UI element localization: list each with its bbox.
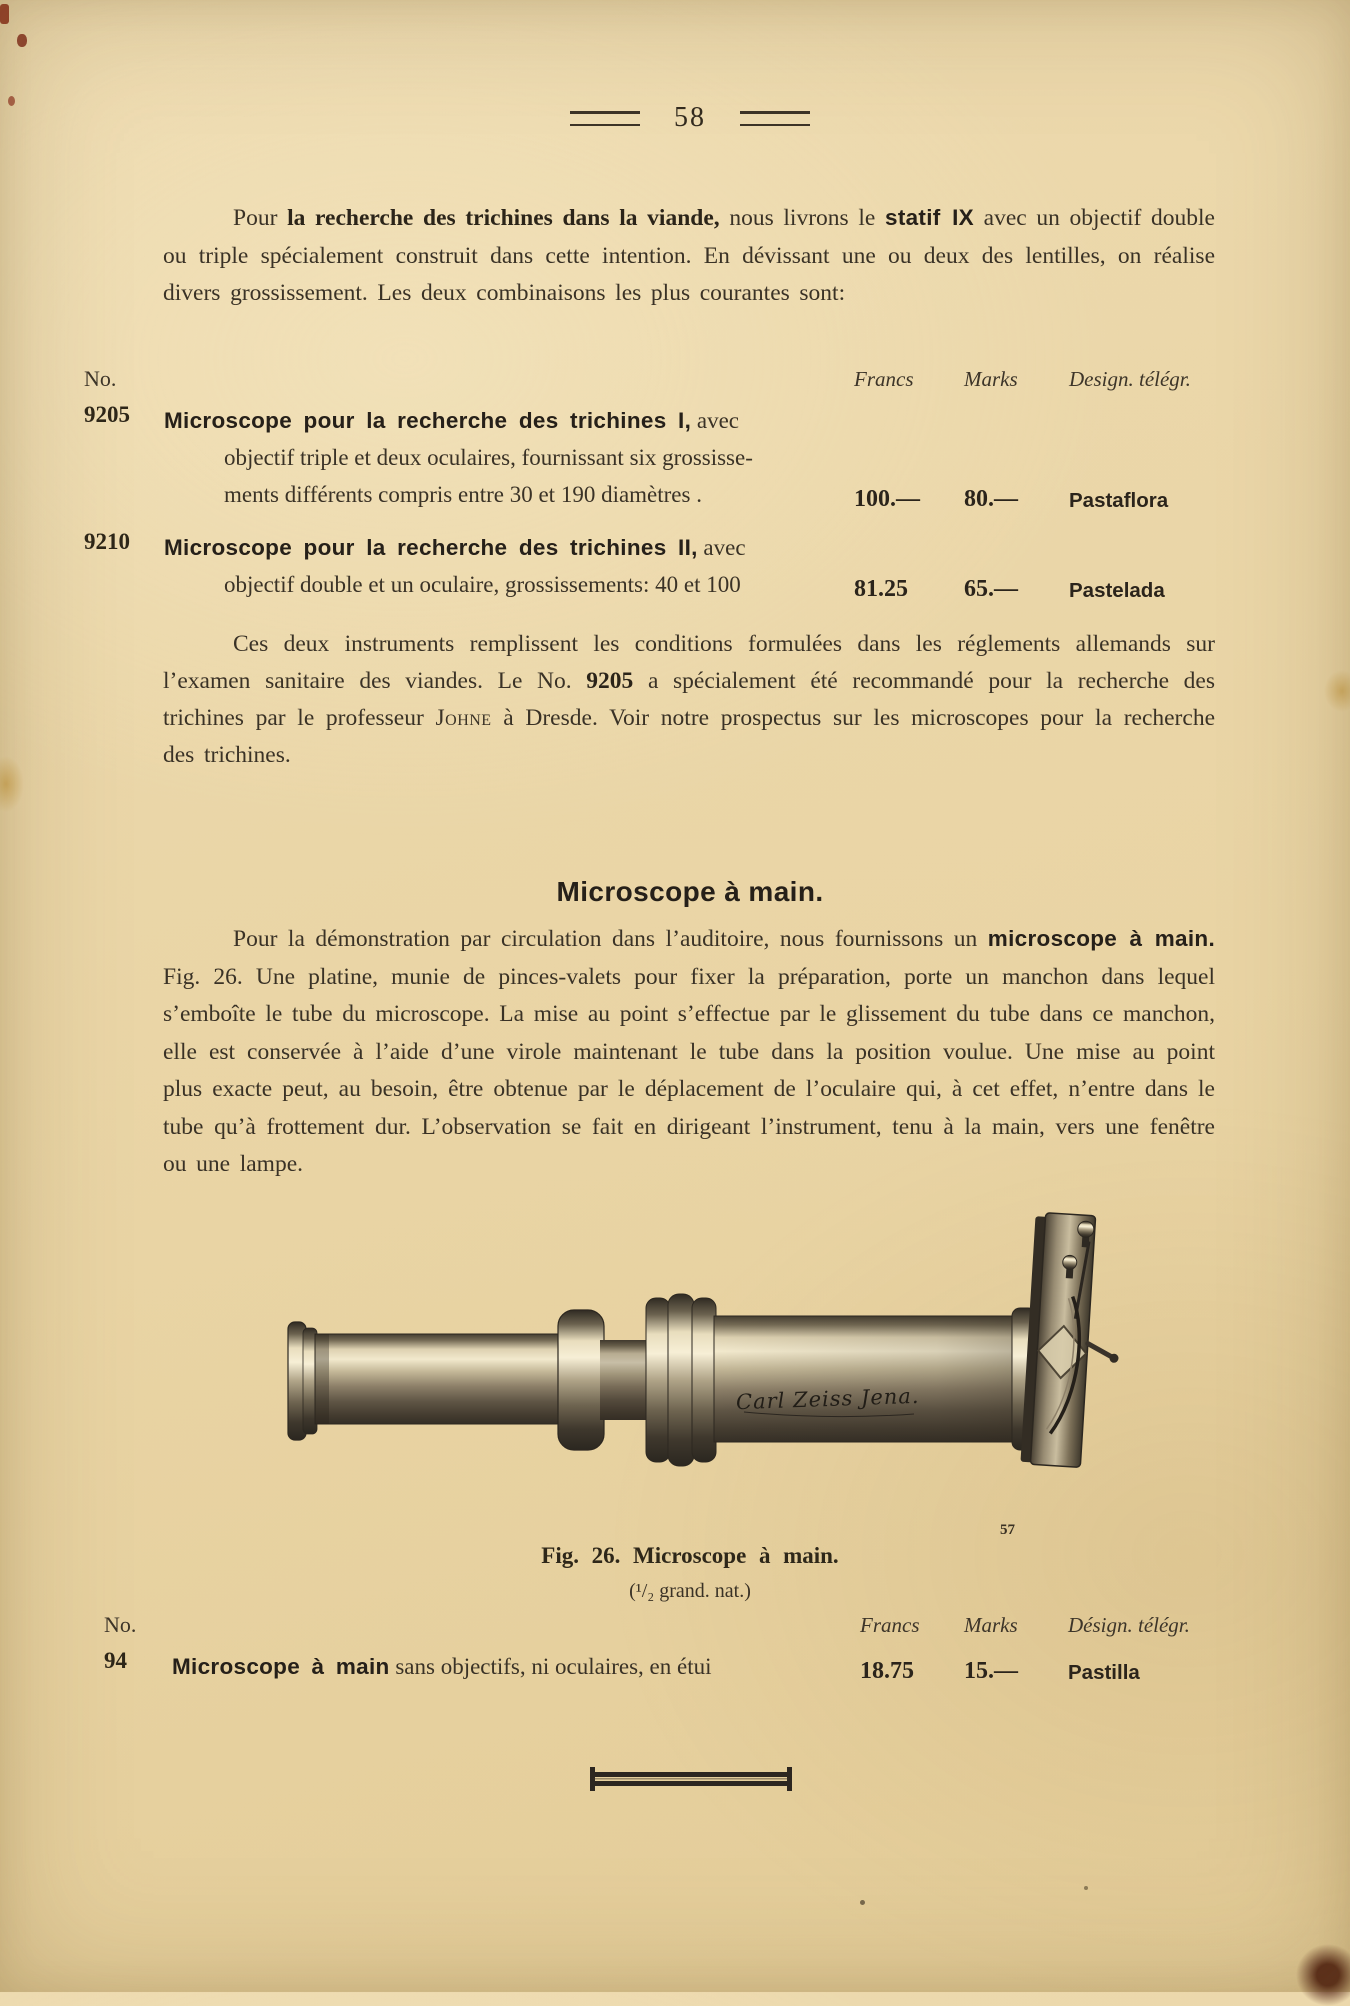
bold-phrase-trichines: la recherche des trichines dans la viande, [287,205,720,231]
stage-lever [1087,1344,1113,1358]
table-row [84,402,1230,513]
telegraph-code: Pastaflora [1069,489,1169,512]
price-table-header [104,1612,1250,1638]
figure-plate-number: 57 [1000,1522,1015,1538]
eyepiece-assembly [288,1322,565,1440]
page-header [30,102,1350,134]
telegraph-code: Pastelada [1069,579,1165,602]
engraving-text: Carl Zeiss Jena. [735,1383,920,1415]
column-header-design: Design. télégr. [1069,367,1191,391]
column-header-francs: Francs [860,1613,920,1637]
text-run: objectif double et un oculaire, grossissements: 40 et 100 [224,572,741,597]
text-run: avec un objectif double ou triple spécialement construit dans cette intention. En dévissant une ou deux des lentilles, on réalise divers grossissement. Les deux combinaisons les plus courantes sont: [163,205,1215,306]
collar-rings [646,1294,716,1466]
page-number-rule-left [570,111,640,126]
text-run: sans objectifs, ni oculaires, en étui [389,1654,712,1679]
intro-paragraph [163,199,1215,313]
bold-phrase-microscope-a-main: microscope à main. [987,926,1215,951]
text-run: objectif triple et deux oculaires, fournissant six grossisse- [224,445,753,470]
text-run: Pour la démonstration par circulation dans l’auditoire, nous fournissons un [233,926,988,952]
page-number-rule-right [740,111,810,126]
bold-item-ref: 9205 [586,668,634,694]
price-marks: 65.— [964,576,1018,602]
stage-clip-knob [1062,1255,1077,1270]
ink-mark [0,4,9,24]
item-number: 94 [104,1648,127,1673]
price-table-header [84,366,1230,392]
section-heading: Microscope à main. [556,876,824,907]
column-header-no: No. [84,366,117,391]
microscope-engraving [270,1200,1120,1510]
text-run: a spécialement été recommandé pour la recherche des trichines par le professeur [163,668,1215,731]
figure-caption: Fig. 26. Microscope à main. [541,1543,839,1568]
paper-speck [1084,1886,1088,1890]
bold-phrase-statif: statif IX [885,205,974,230]
text-run: avec [697,535,746,560]
column-header-francs: Francs [854,367,914,391]
price-marks: 15.— [964,1658,1018,1684]
item-description [164,529,854,603]
ink-mark [17,34,27,47]
professor-name: Johne [435,705,492,731]
price-table-hand-microscope [104,1612,1250,1685]
column-header-marks: Marks [964,1613,1018,1637]
price-francs: 100.— [854,486,920,512]
main-tube [714,1308,1036,1450]
column-header-no: No. [104,1612,137,1637]
hand-microscope-paragraph [163,920,1215,1184]
price-marks: 80.— [964,486,1018,512]
paper-stain [1296,1944,1350,2006]
text-run: avec [691,408,740,433]
column-header-marks: Marks [964,367,1018,391]
price-francs: 18.75 [860,1658,914,1684]
item-name: Microscope pour la recherche des trichines I, [164,408,692,433]
item-name: Microscope pour la recherche des trichines II, [164,535,698,560]
page-number: 58 [674,102,706,133]
paper-stain [1324,670,1350,712]
text-run: Fig. 26. Une platine, munie de pinces-valets pour fixer la préparation, porte un manchon dans lequel s’emboîte le tube du microscope. La mise au point s’effectue par le glissement du tube dans ce manchon, elle est conservée à l’aide d’une virole maintenant le tube dans la position voulue. Une mise au point plus exacte peut, au besoin, être obtenue par le déplacement de l’oculaire qui, à cet effet, n’entre dans le tube qu’à frottement dur. L’observation se fait en dirigeant l’instrument, tenu à la main, vers une fenêtre ou une lampe. [163,963,1215,1177]
stage-clip-knob [1077,1221,1094,1238]
item-number: 9210 [84,529,130,554]
paper-speck [860,1900,865,1905]
column-header-design: Désign. télégr. [1068,1613,1190,1637]
item-number: 9205 [84,402,130,427]
text-run: Ces deux instruments remplissent les conditions formulées dans les réglements allemands sur l’examen sanitaire des viandes. Le No. [163,631,1215,694]
text-run: à Dresde. Voir notre prospectus sur les microscopes pour la recherche des trichines. [163,705,1215,768]
figure-scale-note: (¹/₂ grand. nat.) [629,1580,751,1602]
telegraph-code: Pastilla [1068,1661,1140,1684]
item-description [164,402,854,513]
item-name: Microscope à main [172,1654,390,1679]
item-description [172,1648,860,1685]
end-rule [590,1766,792,1792]
text-run: Pour [233,205,288,231]
regulations-paragraph [163,626,1215,774]
price-table-trichines [84,366,1230,603]
stage-plate [1020,1212,1120,1469]
paper-stain [0,756,24,812]
table-row [104,1648,1250,1685]
price-francs: 81.25 [854,576,908,602]
table-row [84,529,1230,603]
text-run: ments différents compris entre 30 et 190 diamètres . [224,482,702,507]
text-run: nous livrons le [719,205,885,231]
ink-mark [8,96,15,106]
focusing-ring [558,1310,652,1450]
